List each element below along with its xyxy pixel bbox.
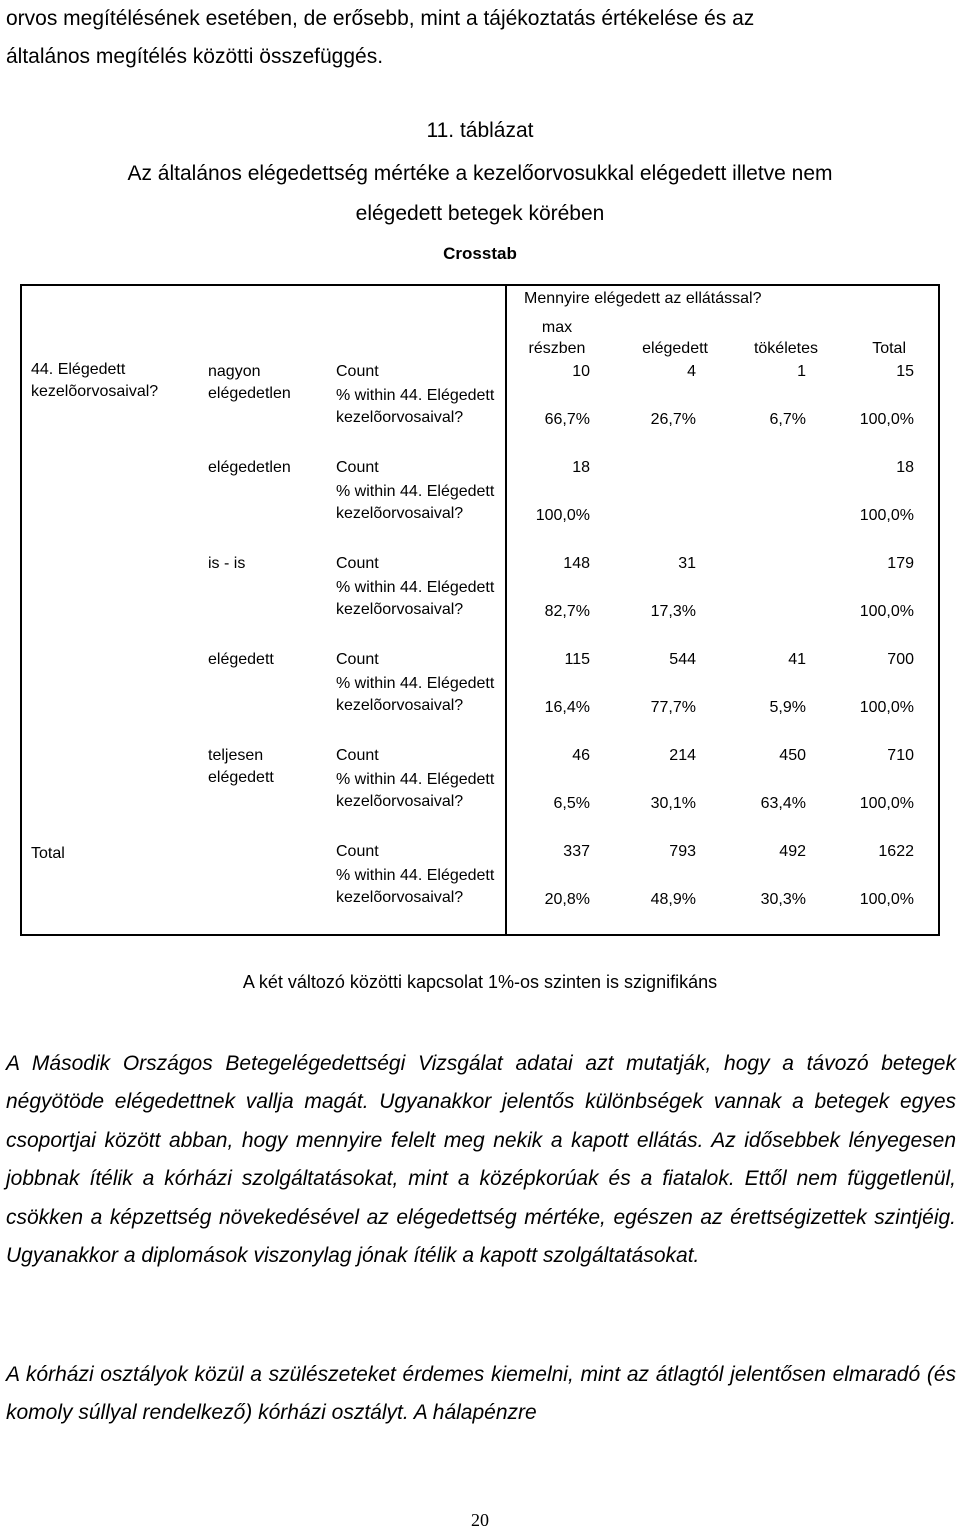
intro-line-1: orvos megítélésének esetében, de erősebb, mint a tájékoztatás értékelése és az [6,7,755,30]
pct-label: % within 44. Elégedett kezelõorvosaival? [336,675,495,714]
pct-label: % within 44. Elégedett kezelõorvosaival? [336,387,495,426]
count-cell: 179 [887,555,914,572]
count-label: Count [336,363,379,380]
count-label: Count [336,747,379,764]
count-cell: 148 [563,555,590,572]
count-cell: 31 [678,555,696,572]
pct-cell: 66,7% [544,411,590,428]
count-cell: 793 [669,843,696,860]
row-category-label: teljesen elégedett [208,747,274,786]
column-header-elegedett: elégedett [642,340,708,357]
pct-cell: 100,0% [859,891,914,908]
count-cell: 1622 [878,843,914,860]
table-caption-title-line2: elégedett betegek körében [355,202,605,225]
pct-cell: 100,0% [859,507,914,524]
pct-label: % within 44. Elégedett kezelõorvosaival? [336,771,495,810]
count-cell: 115 [564,651,590,668]
table-caption-number: 11. táblázat [426,119,534,142]
column-group-label: Mennyire elégedett az ellátással? [524,290,762,307]
pct-cell: 5,9% [769,699,806,716]
pct-cell: 77,7% [650,699,696,716]
count-cell: 10 [572,363,590,380]
paragraph-2: A kórházi osztályok közül a szülészeteket érdemes kiemelni, mint az átlagtól jelentősen elmaradó (és komoly súllyal rendelkező) kórházi osztályt. A hálapénzre [6,1363,956,1425]
table-caption-title-line1: Az általános elégedettség mértéke a kezelőorvosukkal elégedett illetve nem [127,162,833,185]
count-label: Count [336,843,379,860]
intro-line-2: általános megítélés közötti összefüggés. [6,45,384,68]
significance-note: A két változó közötti kapcsolat 1%-os szinten is szignifikáns [242,972,718,992]
pct-cell: 100,0% [859,411,914,428]
pct-label: % within 44. Elégedett kezelõorvosaival? [336,579,495,618]
pct-cell: 82,7% [544,603,590,620]
count-cell: 15 [896,363,914,380]
pct-cell: 100,0% [859,603,914,620]
pct-cell: 20,8% [544,891,590,908]
intro-text [6,0,956,76]
count-cell: 4 [687,363,696,380]
column-header-total: Total [872,340,906,357]
pct-cell: 16,4% [544,699,590,716]
crosstab-table [20,284,940,936]
count-cell: 544 [669,651,696,668]
pct-cell: 6,7% [769,411,806,428]
count-cell: 492 [779,843,806,860]
pct-cell: 100,0% [535,507,590,524]
count-label: Count [336,555,379,572]
pct-cell: 63,4% [760,795,806,812]
row-variable-label: 44. Elégedett kezelõorvosaival? [31,361,159,400]
column-header-tokeletes: tökéletes [753,340,818,357]
count-cell: 214 [669,747,696,764]
count-cell: 46 [572,747,590,764]
pct-cell: 48,9% [650,891,696,908]
pct-cell: 17,3% [650,603,696,620]
count-cell: 700 [887,651,914,668]
count-cell: 710 [887,747,914,764]
pct-cell: 100,0% [859,795,914,812]
paragraph-1: A Második Országos Betegelégedettségi Vizsgálat adatai azt mutatják, hogy a távozó betegek négyötöde elégedettnek vallja magát. Ugyanakkor jelentős különbségek vannak a betegek egyes csoportjai között abban, hogy mennyire felelt meg nekik a kapott ellátás. Az idősebbek lényegesen jobbnak ítélik a kórházi szolgáltatásokat, mint a középkorúak és a fiatalok. Ettől nem függetlenül, csökken a képzettség növekedésével az elégedettség mértéke, egészen az érettségizettek szintjéig. Ugyanakkor a diplomások viszonylag jónak ítélik a kapott szolgáltatásokat. [6,1052,956,1268]
count-cell: 1 [797,363,806,380]
count-label: Count [336,459,379,476]
count-cell: 18 [572,459,590,476]
row-category-label: nagyon elégedetlen [208,363,291,402]
count-cell: 337 [563,843,590,860]
pct-cell: 6,5% [553,795,590,812]
row-category-label: elégedett [208,651,274,668]
page-number: 20 [471,1510,489,1530]
row-category-label: elégedetlen [208,459,291,476]
count-label: Count [336,651,379,668]
pct-label: % within 44. Elégedett kezelõorvosaival? [336,483,495,522]
total-row-label: Total [31,845,65,862]
row-category-label: is - is [208,555,246,572]
count-cell: 41 [788,651,806,668]
pct-cell: 30,1% [650,795,696,812]
crosstab-title: Crosstab [443,244,517,263]
pct-cell: 100,0% [859,699,914,716]
pct-label: % within 44. Elégedett kezelõorvosaival? [336,867,495,906]
count-cell: 450 [779,747,806,764]
pct-cell: 30,3% [760,891,806,908]
count-cell: 18 [896,459,914,476]
pct-cell: 26,7% [650,411,696,428]
table-divider [505,286,507,934]
column-header-max-reszben: max részben [528,319,586,357]
